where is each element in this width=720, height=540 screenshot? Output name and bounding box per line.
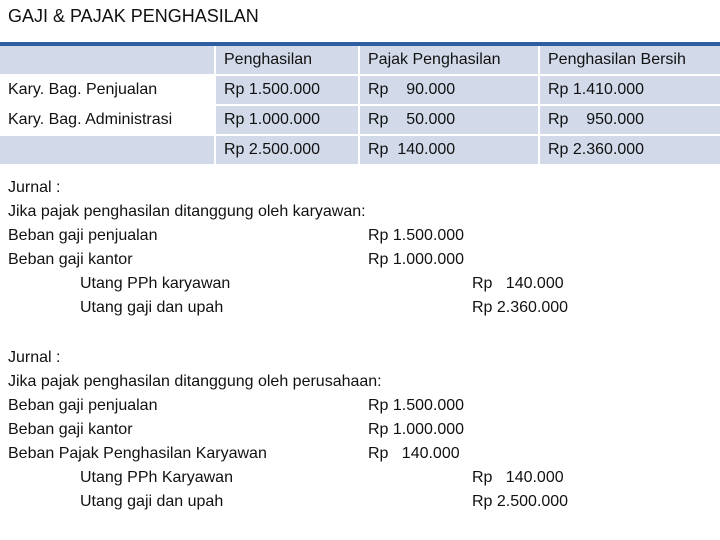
journal-account: Utang PPh karyawan bbox=[80, 275, 231, 292]
table-total-row bbox=[0, 136, 720, 166]
journal-credit: Rp 2.360.000 bbox=[472, 299, 569, 316]
journal-account: Utang gaji dan upah bbox=[80, 493, 224, 510]
table-header-cell bbox=[0, 46, 214, 74]
table-cell: Rp 1.410.000 bbox=[540, 76, 720, 104]
table-header-cell: Pajak Penghasilan bbox=[360, 46, 538, 74]
journal-debit: Rp 1.500.000 bbox=[368, 227, 465, 244]
journal-credit: Rp 140.000 bbox=[472, 469, 564, 486]
journal-credit: Rp 2.500.000 bbox=[472, 493, 569, 510]
page-title: GAJI & PAJAK PENGHASILAN bbox=[8, 6, 259, 26]
table-cell: Rp 950.000 bbox=[540, 106, 720, 134]
journal-debit: Rp 1.500.000 bbox=[368, 397, 465, 414]
table-cell: Kary. Bag. Administrasi bbox=[0, 106, 214, 134]
table-cell: Rp 140.000 bbox=[360, 136, 538, 164]
table-cell: Rp 1.000.000 bbox=[216, 106, 358, 134]
table-row bbox=[0, 106, 720, 136]
journal-account: Utang PPh Karyawan bbox=[80, 469, 233, 486]
journal-account: Beban gaji penjualan bbox=[8, 227, 158, 244]
table-header-cell: Penghasilan Bersih bbox=[540, 46, 720, 74]
journal-account: Beban gaji kantor bbox=[8, 251, 133, 268]
journal-account: Beban gaji kantor bbox=[8, 421, 133, 438]
table-cell: Rp 2.360.000 bbox=[540, 136, 720, 164]
table-header-cell: Penghasilan bbox=[216, 46, 358, 74]
table-cell: Rp 1.500.000 bbox=[216, 76, 358, 104]
journal-debit: Rp 1.000.000 bbox=[368, 421, 465, 438]
table-cell bbox=[0, 136, 214, 164]
journal-account: Beban Pajak Penghasilan Karyawan bbox=[8, 445, 267, 462]
journal-account: Beban gaji penjualan bbox=[8, 397, 158, 414]
table-row bbox=[0, 76, 720, 106]
journal-account: Utang gaji dan upah bbox=[80, 299, 224, 316]
journal-debit: Rp 1.000.000 bbox=[368, 251, 465, 268]
journal-debit: Rp 140.000 bbox=[368, 445, 460, 462]
table-cell: Rp 2.500.000 bbox=[216, 136, 358, 164]
table-header-row bbox=[0, 46, 720, 76]
table-cell: Rp 90.000 bbox=[360, 76, 538, 104]
journal-credit: Rp 140.000 bbox=[472, 275, 564, 292]
table-cell: Rp 50.000 bbox=[360, 106, 538, 134]
table-cell: Kary. Bag. Penjualan bbox=[0, 76, 214, 104]
